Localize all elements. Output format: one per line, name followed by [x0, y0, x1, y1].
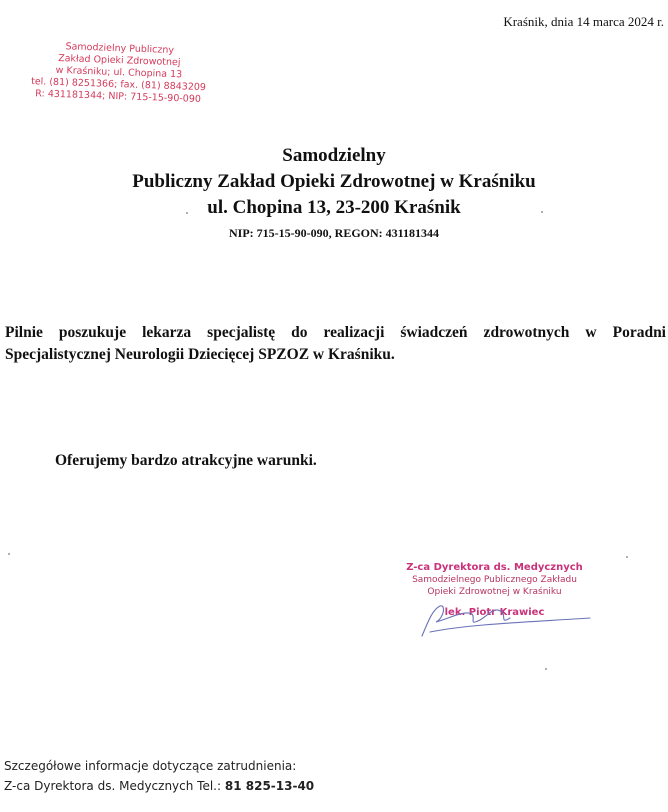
footer-contact-label: Z-ca Dyrektora ds. Medycznych Tel.:	[4, 779, 222, 793]
stamp-line: R: 431181344; NIP: 715-15-90-090	[35, 88, 202, 105]
job-announcement: Pilnie poszukuje lekarza specjalistę do realizacji świadczeń zdrowotnych w Poradni Specjalistycznej Neurologii Dziecięcej SPZOZ w Kraśniku.	[5, 324, 666, 363]
offer-text: Oferujemy bardzo atrakcyjne warunki.	[55, 452, 317, 469]
scan-dot	[186, 212, 188, 214]
footer-line-1: Szczegółowe informacje dotyczące zatrudnienia:	[4, 759, 297, 773]
letterhead-line-1: Samodzielny	[282, 145, 386, 166]
stamp-line: Samodzielny Publiczny	[65, 41, 175, 57]
handwritten-signature-icon	[410, 592, 600, 642]
letterhead-address: ul. Chopina 13, 23-200 Kraśnik	[207, 197, 461, 218]
signature-org-line-1: Samodzielnego Publicznego Zakładu	[412, 575, 577, 585]
stamp-line: tel. (81) 8251366; fax. (81) 8843209	[30, 76, 207, 94]
footer-line-2	[4, 776, 314, 796]
signature-title: Z-ca Dyrektora ds. Medycznych	[406, 562, 583, 573]
institution-stamp	[28, 40, 210, 106]
letterhead-line-2: Publiczny Zakład Opieki Zdrowotnej w Kraśniku	[132, 171, 536, 192]
footer-phone: 81 825-13-40	[224, 779, 315, 793]
letterhead-ids: NIP: 715-15-90-090, REGON: 431181344	[229, 226, 439, 240]
stamp-line: Zakład Opieki Zdrowotnej	[57, 52, 181, 69]
contact-footer	[4, 756, 314, 796]
scan-dot	[541, 211, 543, 213]
document-date: Kraśnik, dnia 14 marca 2024 r.	[503, 14, 664, 29]
signature-org-line-2: Opieki Zdrowotnej w Kraśniku	[427, 587, 562, 597]
letterhead	[0, 143, 668, 243]
scan-dot	[8, 553, 10, 555]
signature-name: lek. Piotr Krawiec	[444, 607, 545, 618]
scan-dot	[626, 556, 628, 558]
stamp-line: w Kraśniku; ul. Chopina 13	[55, 64, 183, 81]
scan-dot	[545, 668, 547, 670]
